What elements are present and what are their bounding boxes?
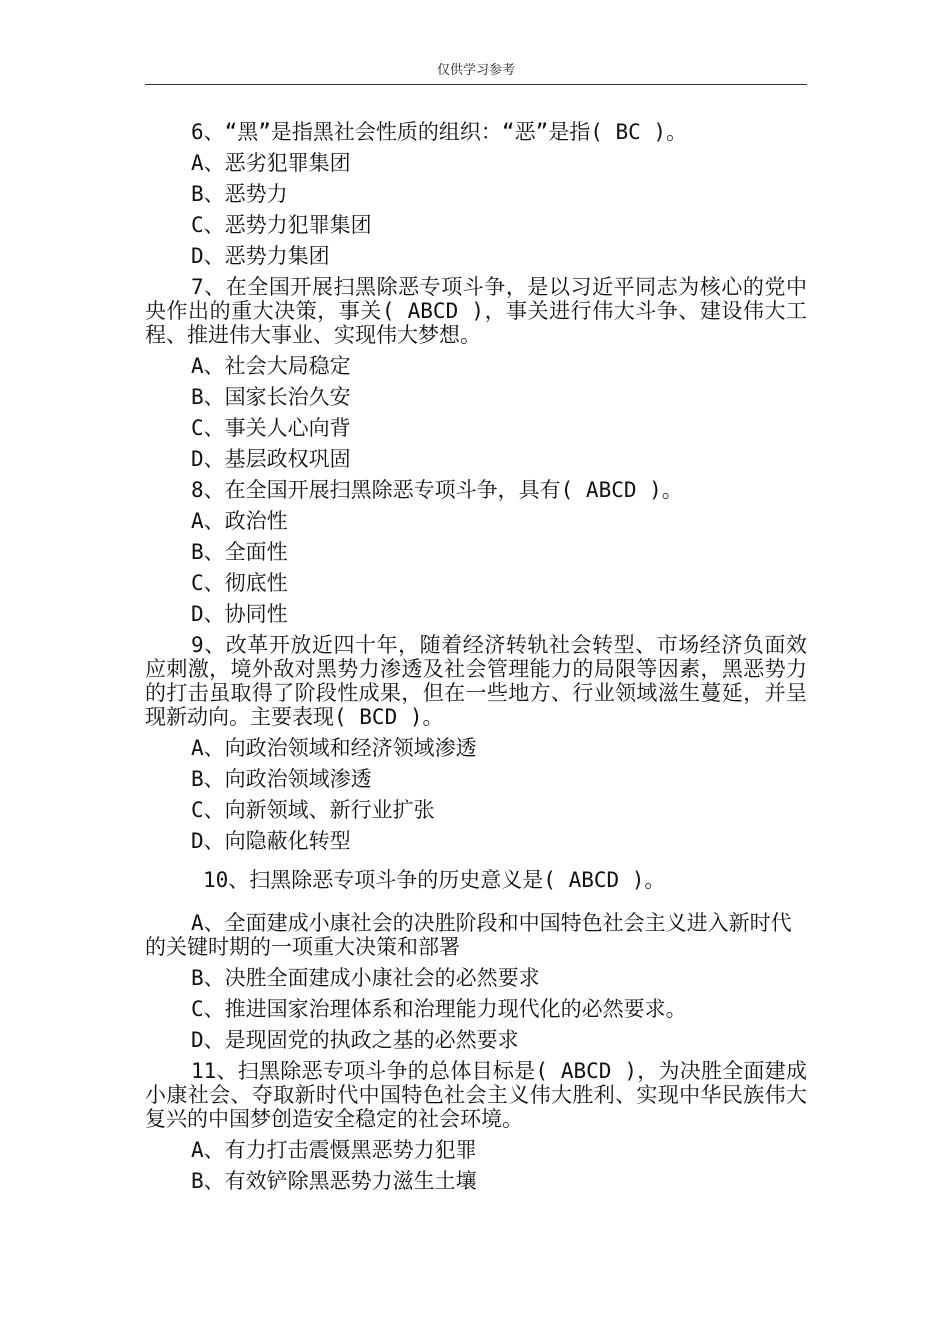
option-item: D、恶势力集团 <box>191 244 330 268</box>
option-item: C、推进国家治理体系和治理能力现代化的必然要求。 <box>191 997 687 1021</box>
question-stem: 9、改革开放近四十年，随着经济转轨社会转型、市场经济负面效应刺激，境外敌对黑势力渗透及社会管理能力的局限等因素，黑恶势力的打击虽取得了阶段性成果，但在一些地方、行业领域滋生蔓延，并呈现新动向。主要表现( BCD )。 <box>145 633 807 729</box>
option-item: C、事关人心向背 <box>191 416 351 440</box>
option-item: B、全面性 <box>191 540 288 564</box>
option-item: A、恶劣犯罪集团 <box>191 151 351 175</box>
option-item: D、基层政权巩固 <box>191 447 351 471</box>
option-item: A、政治性 <box>191 509 288 533</box>
question-stem: 6、“黑”是指黑社会性质的组织：“恶”是指( BC )。 <box>191 120 688 144</box>
question-list <box>145 120 807 1193</box>
question-stem: 7、在全国开展扫黑除恶专项斗争，是以习近平同志为核心的党中央作出的重大决策，事关( ABCD )，事关进行伟大斗争、建设伟大工程、推进伟大事业、实现伟大梦想。 <box>145 275 807 347</box>
option-item: A、向政治领域和经济领域渗透 <box>191 736 477 760</box>
header-divider <box>145 84 807 85</box>
option-item: B、有效铲除黑恶势力滋生土壤 <box>191 1169 477 1193</box>
option-item: B、国家长治久安 <box>191 385 351 409</box>
option-item: A、社会大局稳定 <box>191 354 351 378</box>
page-header: 仅供学习参考 <box>436 63 515 78</box>
spacer <box>145 892 807 904</box>
option-item: B、决胜全面建成小康社会的必然要求 <box>191 966 540 990</box>
spacer <box>145 853 807 861</box>
option-item: C、向新领域、新行业扩张 <box>191 798 435 822</box>
option-item: B、恶势力 <box>191 182 288 206</box>
option-item: B、向政治领域渗透 <box>191 767 372 791</box>
option-item: C、恶势力犯罪集团 <box>191 213 372 237</box>
question-stem: 8、在全国开展扫黑除恶专项斗争，具有( ABCD )。 <box>191 478 683 502</box>
option-item: D、是现固党的执政之基的必然要求 <box>191 1028 519 1052</box>
option-item: D、协同性 <box>191 602 288 626</box>
option-item: D、向隐蔽化转型 <box>191 829 351 853</box>
question-stem: 11、扫黑除恶专项斗争的总体目标是( ABCD )，为决胜全面建成小康社会、夺取新时代中国特色社会主义伟大胜利、实现中华民族伟大复兴的中国梦创造安全稳定的社会环境。 <box>145 1059 807 1131</box>
option-item: A、全面建成小康社会的决胜阶段和中国特色社会主义进入新时代的关键时期的一项重大决策和部署 <box>145 911 792 959</box>
question-stem: 10、扫黑除恶专项斗争的历史意义是( ABCD )。 <box>203 868 666 892</box>
option-item: C、彻底性 <box>191 571 288 595</box>
option-item: A、有力打击震慑黑恶势力犯罪 <box>191 1138 477 1162</box>
